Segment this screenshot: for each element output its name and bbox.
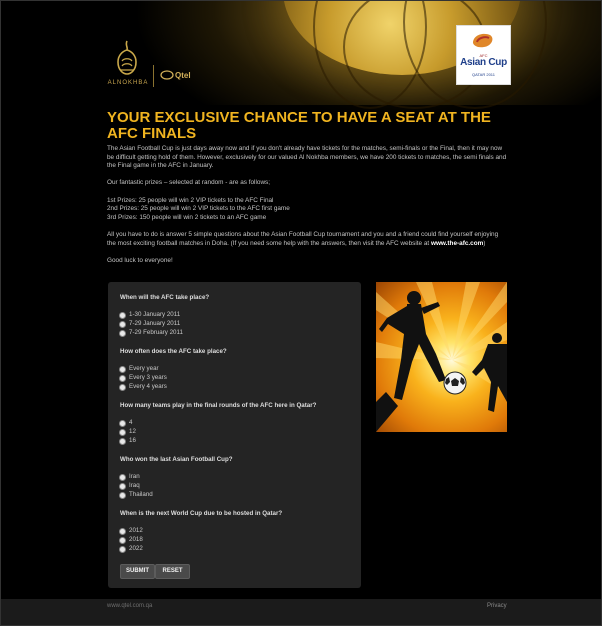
radio-button[interactable] [119,474,126,481]
alnokhba-logo-icon [108,39,146,77]
option-label: Every year [129,365,159,372]
logo-divider [153,65,154,87]
prize-item: 2nd Prizes: 25 people will win 2 VIP tickets to the AFC first game [107,205,290,213]
quiz-form [108,282,361,588]
afc-logo-small-text: AFC [479,53,488,58]
radio-button[interactable] [119,375,126,382]
radio-button[interactable] [119,312,126,319]
radio-button[interactable] [119,483,126,490]
q1-option-1[interactable] [119,311,219,320]
q3-option-2[interactable] [119,428,219,437]
prize-item: 3rd Prizes: 150 people will win 2 tickets to an AFC game [107,213,267,221]
question-4: Who won the last Asian Football Cup? [120,456,233,463]
radio-button[interactable] [119,420,126,427]
radio-button[interactable] [119,321,126,328]
q2-option-1[interactable] [119,365,219,374]
radio-button[interactable] [119,546,126,553]
radio-button[interactable] [119,384,126,391]
question-2: How often does the AFC take place? [120,348,227,355]
afc-logo-title: Asian Cup [460,57,507,68]
option-label: Every 3 years [129,374,167,381]
q4-option-2[interactable] [119,482,219,491]
instructions-paragraph [107,231,507,248]
q4-option-1[interactable] [119,473,219,482]
radio-button[interactable] [119,492,126,499]
qtel-logo-text: Qtel [175,71,191,80]
footer [1,599,601,625]
intro-text [107,145,507,274]
option-label: 7-29 February 2011 [129,329,183,336]
option-label: 2018 [129,536,143,543]
reset-button[interactable]: RESET [155,564,190,579]
hero-banner [1,1,601,105]
prize-item: 1st Prizes: 25 people will win 2 VIP tickets to the AFC Final [107,196,274,204]
afc-emblem-icon [470,31,496,51]
option-label: 2022 [129,545,143,552]
radio-button[interactable] [119,537,126,544]
q3-option-1[interactable] [119,419,219,428]
radio-button[interactable] [119,438,126,445]
q5-option-1[interactable] [119,527,219,536]
privacy-link[interactable]: Privacy [487,603,507,609]
q2-option-3[interactable] [119,383,219,392]
option-label: 12 [129,428,136,435]
q5-option-3[interactable] [119,545,219,554]
football-players-image [376,282,507,432]
option-label: 1-30 January 2011 [129,311,181,318]
q2-option-2[interactable] [119,374,219,383]
option-label: 2012 [129,527,143,534]
question-1: When will the AFC take place? [120,294,210,301]
intro-paragraph: The Asian Football Cup is just days away now and if you don't already have tickets for the matches, semi-finals or the Final, then it may now be difficult getting hold of them. However, exclusively for our valued Al Nokhba members, we have 200 tickets to matches, the semi finals and the Final game in the AFC in January. [107,145,507,170]
question-3: How many teams play in the final rounds of the AFC here in Qatar? [120,402,317,409]
radio-button[interactable] [119,429,126,436]
q4-option-3[interactable] [119,491,219,500]
question-5: When is the next World Cup due to be hosted in Qatar? [120,510,283,517]
page-title: YOUR EXCLUSIVE CHANCE TO HAVE A SEAT AT THE AFC FINALS [107,109,491,142]
option-label: Iraq [129,482,140,489]
q1-option-2[interactable] [119,320,219,329]
instructions-text: All you have to do is answer 5 simple questions about the Asian Football Cup tournament and you and a friend could find yourself enjoying the most exciting football matches in Doha. (If you need some help with the answers, then visit the AFC website at [107,230,499,247]
closing-line: Good luck to everyone! [107,256,173,264]
radio-button[interactable] [119,330,126,337]
radio-button[interactable] [119,366,126,373]
option-label: 7-29 January 2011 [129,320,181,327]
afc-asian-cup-logo [456,25,511,85]
afc-logo-subtitle: QATAR 2011 [472,72,495,77]
footer-site-link[interactable]: www.qtel.com.qa [107,603,153,609]
option-label: Thailand [129,491,153,498]
prizes-list [107,197,507,223]
option-label: Every 4 years [129,383,167,390]
option-label: 4 [129,419,133,426]
prizes-intro: Our fantastic prizes – selected at random - are as follows; [107,179,271,187]
afc-website-link[interactable]: www.the-afc.com [430,239,484,247]
q5-option-2[interactable] [119,536,219,545]
option-label: 16 [129,437,136,444]
radio-button[interactable] [119,528,126,535]
q3-option-3[interactable] [119,437,219,446]
q1-option-3[interactable] [119,329,219,338]
alnokhba-wordmark: ALNOKHBA [107,80,149,86]
option-label: Iran [129,473,140,480]
instructions-end: ) [483,239,486,247]
qtel-logo [160,66,204,82]
submit-button[interactable]: SUBMIT [120,564,155,579]
